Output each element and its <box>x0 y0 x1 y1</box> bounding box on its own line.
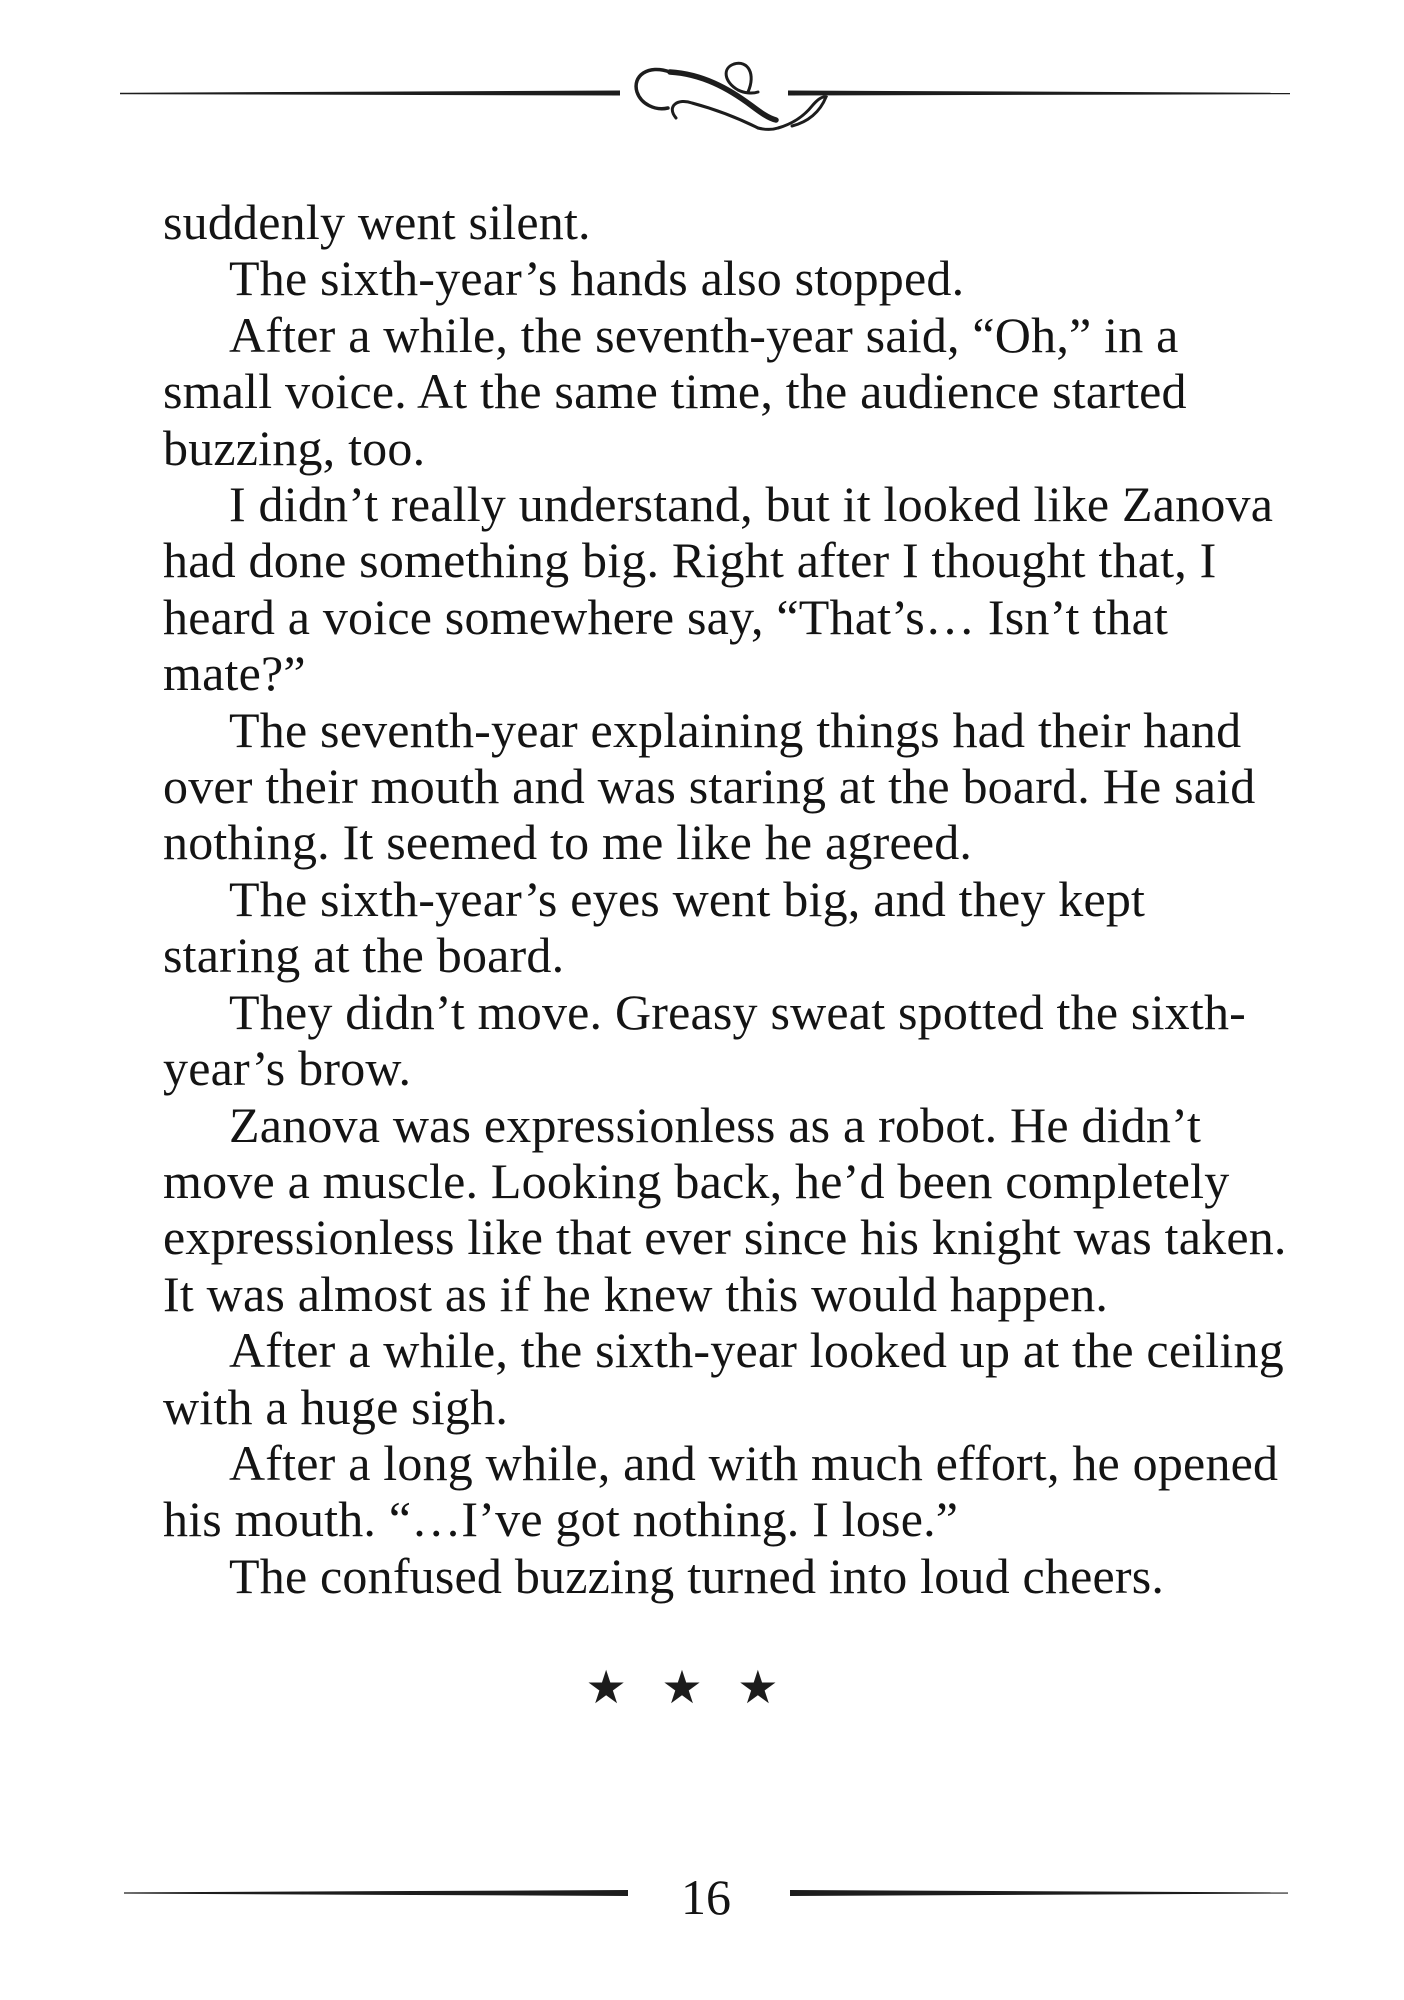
text-line: They didn’t move. Greasy sweat spotted the sixth- <box>229 983 1247 1040</box>
text-line: staring at the board. <box>163 927 565 984</box>
text-line: expressionless like that ever since his knight was taken. <box>163 1209 1287 1266</box>
text-line: The sixth-year’s hands also stopped. <box>229 250 965 307</box>
text-line: The sixth-year’s eyes went big, and they kept <box>229 870 1146 927</box>
text-line: The seventh-year explaining things had their hand <box>229 701 1242 758</box>
text-line: After a while, the seventh-year said, “Oh,” in a <box>229 306 1179 363</box>
section-break-stars: ★ ★ ★ <box>585 1660 789 1714</box>
text-line: year’s brow. <box>163 1040 412 1097</box>
text-line: After a long while, and with much effort, he opened <box>229 1434 1279 1491</box>
text-line: over their mouth and was staring at the board. He said <box>163 758 1256 815</box>
text-line: mate?” <box>163 645 306 702</box>
text-line: his mouth. “…I’ve got nothing. I lose.” <box>163 1491 959 1548</box>
text-line: had done something big. Right after I thought that, I <box>163 532 1217 589</box>
text-line: It was almost as if he knew this would happen. <box>163 1265 1109 1322</box>
text-line: Zanova was expressionless as a robot. He didn’t <box>229 1096 1202 1153</box>
text-line: with a huge sigh. <box>163 1378 509 1435</box>
text-line: suddenly went silent. <box>163 194 591 250</box>
top-rule-right <box>788 91 1290 96</box>
text-line: buzzing, too. <box>163 419 426 476</box>
top-rule-left <box>120 91 620 96</box>
text-line: small voice. At the same time, the audience started <box>163 363 1187 420</box>
text-line: The confused buzzing turned into loud cheers. <box>229 1547 1165 1604</box>
page-number: 16 <box>681 1869 731 1925</box>
body-text <box>163 194 1287 1604</box>
text-line: I didn’t really understand, but it looked like Zanova <box>229 476 1274 533</box>
flourish-divider-icon <box>0 25 1404 165</box>
text-line: nothing. It seemed to me like he agreed. <box>163 814 973 871</box>
text-line: heard a voice somewhere say, “That’s… Isn’t that <box>163 588 1169 645</box>
text-line: After a while, the sixth-year looked up at the ceiling <box>229 1322 1284 1379</box>
text-line: move a muscle. Looking back, he’d been completely <box>163 1152 1230 1209</box>
